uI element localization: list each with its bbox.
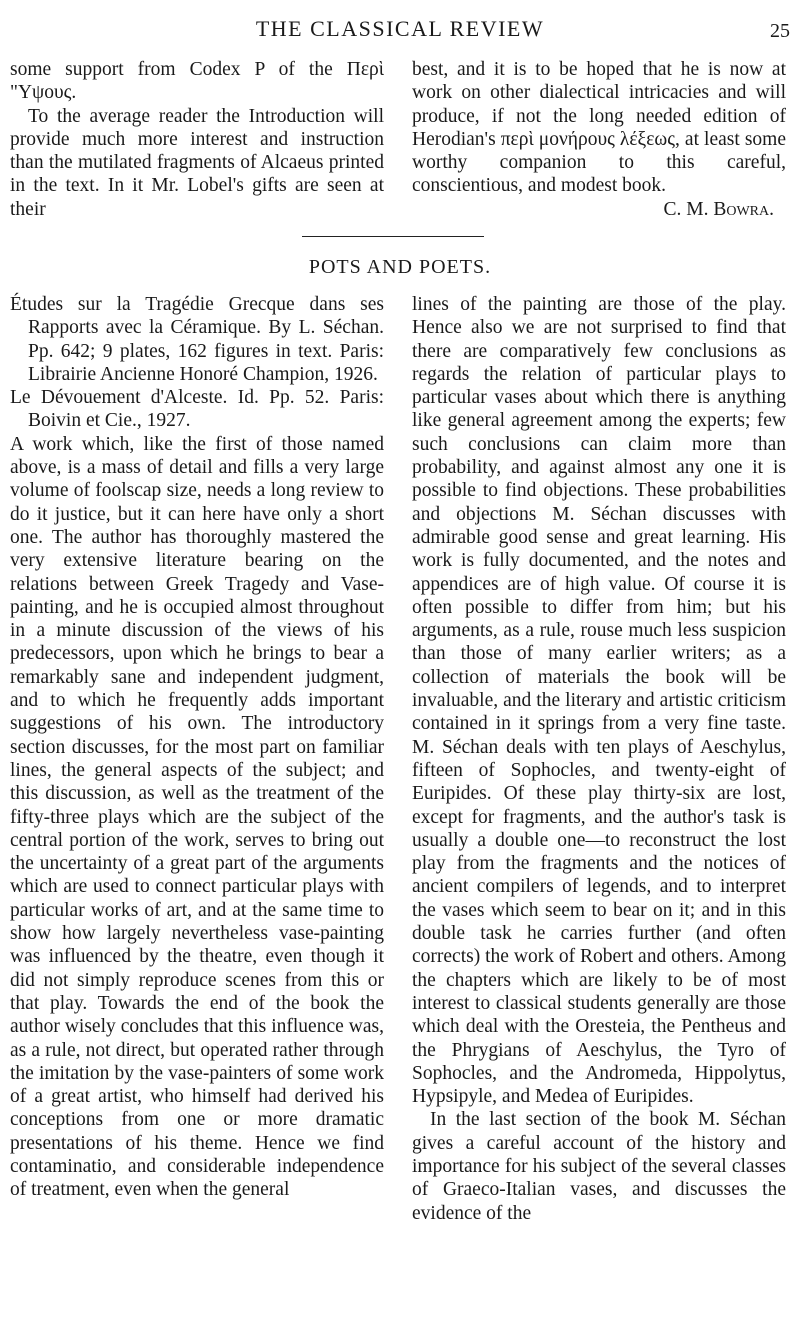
review-left-column: [10, 293, 384, 1202]
review-right-column: [412, 293, 786, 1225]
review-body-paragraph: lines of the painting are those of the play. Hence also we are not surprised to find that there are comparatively few conclusions as regards the relation of particular plays to particular vases about which there is anything like general agreement among the experts; few such conclusions can claim more than probability, and against almost any one it is possible to find objections. These probabilities and objections M. Séchan discusses with admirable good sense and great learning. His work is fully documented, and the notes and appendices are of high value. Of course it is often possible to differ from him; but his arguments, as a rule, rouse much less suspicion than those of many earlier writers; as a collection of materials the book will be invaluable, and the literary and artistic criticism contained in it springs from a very fine taste. M. Séchan deals with ten plays of Aeschylus, fifteen of Sophocles, and twenty-eight of Euripides. Of these play thirty-six are lost, except for fragments, and the author's task is usually a double one—to reconstruct the lost play from the fragments and the notices of ancient compilers of legends, and to interpret the vases which seem to bear on it; and in this double task he carries further (and often corrects) the work of Robert and others. Among the chapters which are likely to be of most interest to classical students generally are those which deal with the Oresteia, the Pentheus and the Phrygians of Aeschylus, the Tyro of Sophocles, and the Andromeda, Hippolytus, Hypsipyle, and Medea of Euripides.: [412, 294, 786, 1108]
book-citation: Études sur la Tragédie Grecque dans ses Rapports avec la Céramique. By L. Séchan. Pp. 642; 9 plates, 162 figures in text. Paris: Librairie Ancienne Honoré Champion, 1926.: [10, 294, 384, 385]
reviewer-signature: C. M. Bowra.: [663, 198, 774, 220]
text-paragraph: best, and it is to be hoped that he is now at work on other dialectical intricacies and will produce, if not the long needed edition of Herodian's περὶ μονήρους λέξεως, at least some worthy companion to this careful, conscientious, and modest book.: [412, 59, 786, 197]
review-body-paragraph: A work which, like the first of those named above, is a mass of detail and fills a very large volume of foolscap size, needs a long review to do it justice, but it can here have only a short one. The author has thoroughly mastered the very extensive literature bearing on the relations between Greek Tragedy and Vase-painting, and he is occupied almost throughout in a minute discussion of the views of his predecessors, upon which he brings to bear a remarkably sane and independent judgment, and to which he frequently adds important suggestions of his own. The introductory section discusses, for the most part on familiar lines, the general aspects of the subject; and this discussion, as well as the treatment of the fifty-three plays which are the subject of the central portion of the work, serves to bring out the uncertainty of a great part of the arguments which are used to connect particular plays with particular works of art, and at the same time to show how largely nevertheless vase-painting was influenced by the theatre, even though it did not simply reproduce scenes from this or that play. Towards the end of the book the author wisely concludes that this influence was, as a rule, not direct, but operated rather through the imitation by the vase-painters of some work of a great artist, who himself had derived his conceptions from one or more dramatic presentations of his theme. Hence we find contaminatio, and considerable independence of treatment, even when the general: [10, 433, 384, 1201]
section-divider: [302, 236, 484, 237]
page-number: 25: [770, 20, 790, 42]
text-paragraph: some support from Codex P of the Περὶ "Υψους.: [10, 59, 384, 104]
section-title: POTS AND POETS.: [308, 256, 492, 278]
review-body-paragraph: In the last section of the book M. Séchan gives a careful account of the history and importance for his subject of the several classes of Graeco-Italian vases, and discusses the evidence of the: [412, 1109, 786, 1224]
book-citation: Le Dévouement d'Alceste. Id. Pp. 52. Paris: Boivin et Cie., 1927.: [10, 387, 384, 432]
previous-review-left-column: [10, 58, 384, 221]
previous-review-right-column: [412, 58, 786, 221]
page-header: [0, 0, 800, 50]
running-title: THE CLASSICAL REVIEW: [255, 16, 545, 41]
text-paragraph: To the average reader the Introduction will provide much more interest and instruction than the mutilated fragments of Alcaeus printed in the text. In it Mr. Lobel's gifts are seen at their: [10, 105, 384, 220]
